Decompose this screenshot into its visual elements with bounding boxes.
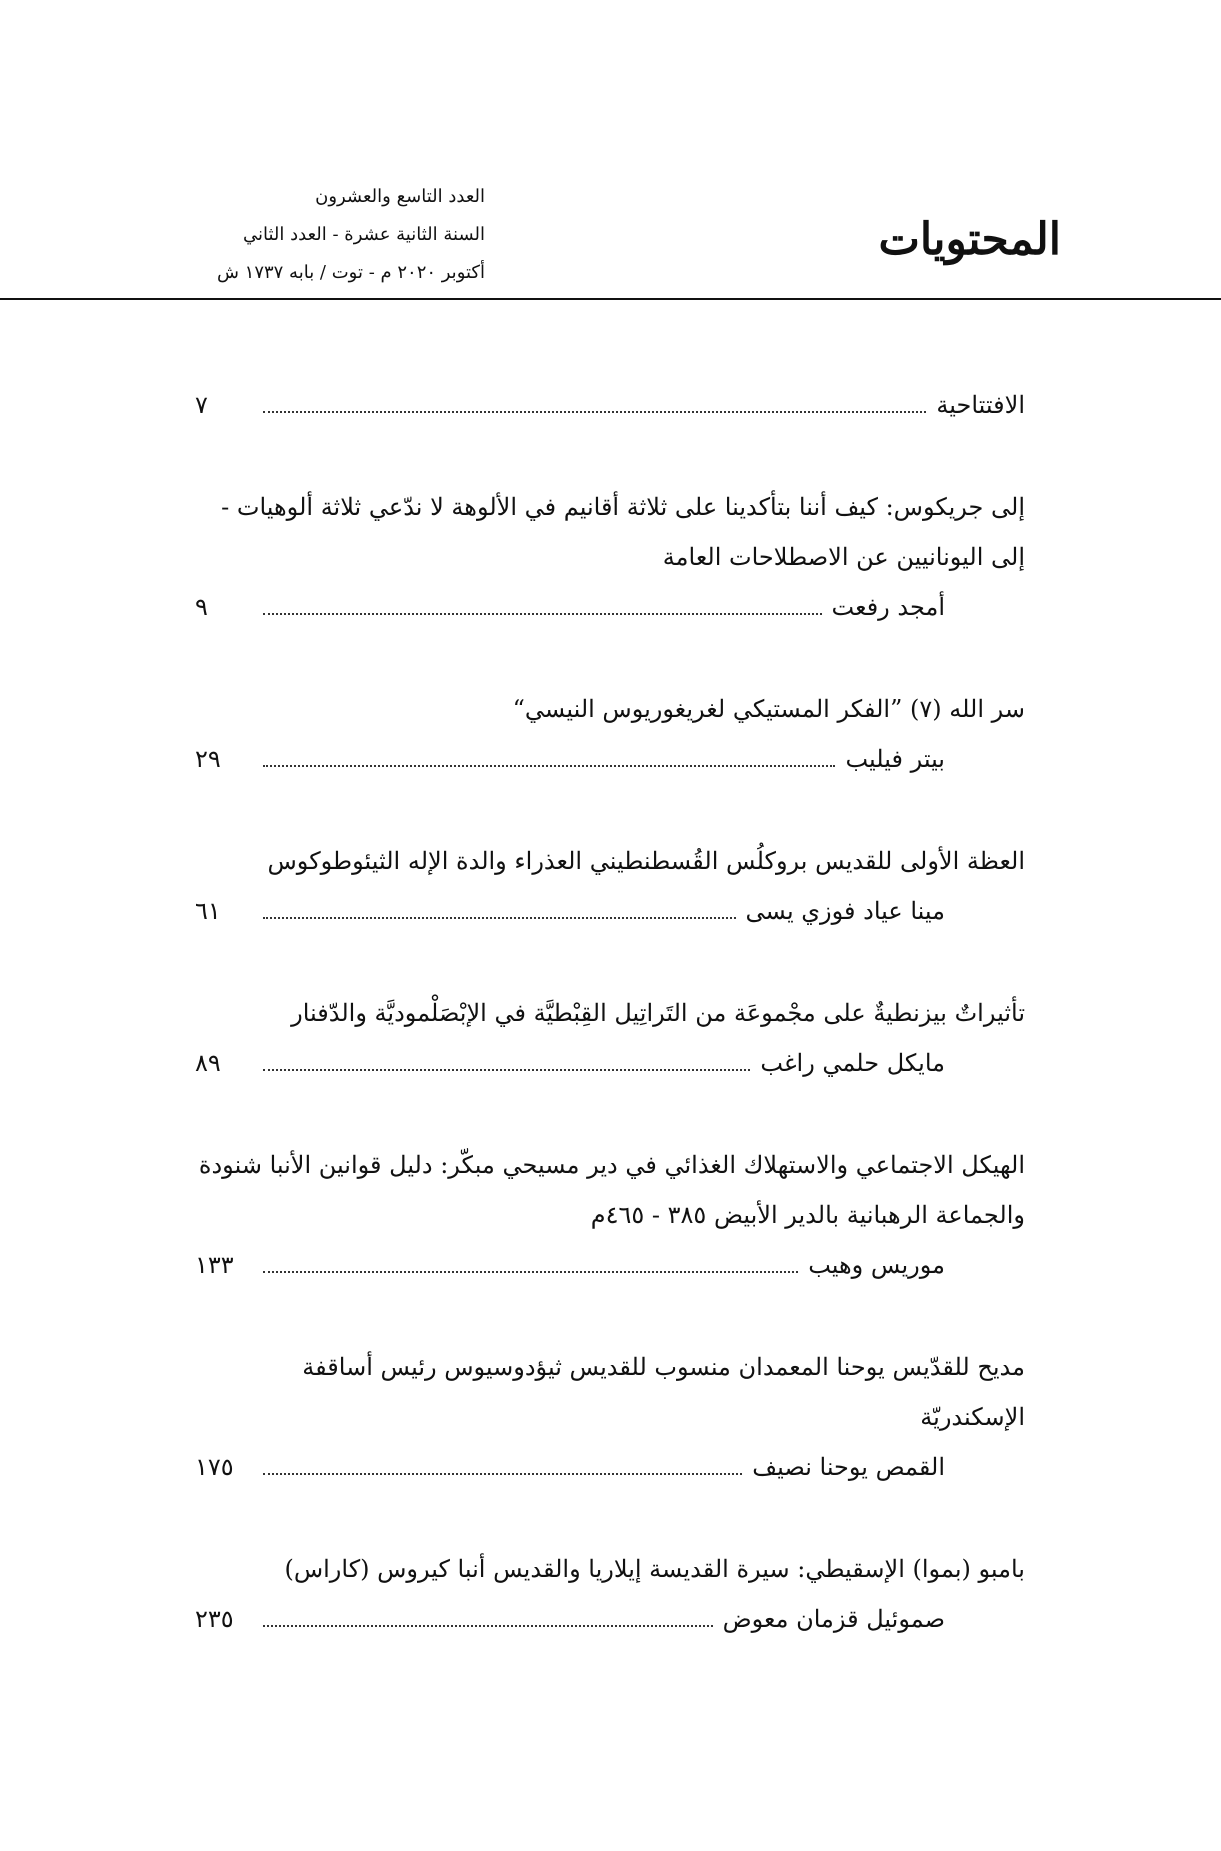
table-of-contents xyxy=(195,380,1025,1696)
article-author: بيتر فيليب xyxy=(845,745,945,773)
dot-leader xyxy=(263,765,835,767)
toc-entry xyxy=(195,836,1025,936)
dot-leader xyxy=(263,613,822,615)
page-title: المحتويات xyxy=(878,214,1061,265)
toc-entry xyxy=(195,380,1025,430)
toc-row xyxy=(195,1240,1025,1290)
article-title: سر الله (٧) ”الفكر المستيكي لغريغوريوس النيسي“ xyxy=(512,695,1025,723)
toc-row xyxy=(195,1038,1025,1088)
article-title: العظة الأولى للقديس بروكلُس القُسطنطيني العذراء والدة الإله الثيئوطوكوس xyxy=(267,847,1025,875)
dot-leader xyxy=(263,411,926,413)
page-header xyxy=(0,170,1221,300)
issue-date: أكتوبر ٢٠٢٠ م - توت / بابه ١٧٣٧ ش xyxy=(216,262,485,283)
toc-row xyxy=(195,886,1025,936)
toc-entry xyxy=(195,1140,1025,1290)
article-title: تأثيراتٌ بيزنطيةٌ على مجْموعَة من التَراتِيل القِبْطيَّة في الإبْصَلْموديَّة والدّفنار xyxy=(291,999,1025,1027)
toc-row xyxy=(195,1594,1025,1644)
article-title: بامبو (بموا) الإسقيطي: سيرة القديسة إيلاريا والقديس أنبا كيروس (كاراس) xyxy=(284,1555,1025,1583)
toc-entry xyxy=(195,1544,1025,1644)
dot-leader xyxy=(263,1473,742,1475)
toc-row xyxy=(195,380,1025,430)
page-number: ٢٩ xyxy=(195,745,221,773)
article-title: مديح للقدّيس يوحنا المعمدان منسوب للقديس ثيؤدوسيوس رئيس أساقفة الإسكندريّة xyxy=(302,1353,1025,1431)
toc-entry xyxy=(195,482,1025,632)
article-author: أمجد رفعت xyxy=(831,593,945,621)
issue-number: العدد التاسع والعشرون xyxy=(315,186,485,207)
page-number: ٩ xyxy=(195,593,208,621)
page-number: ٦١ xyxy=(195,897,221,925)
page-number: ٢٣٥ xyxy=(195,1605,234,1633)
dot-leader xyxy=(263,917,736,919)
dot-leader xyxy=(263,1069,750,1071)
article-author: موريس وهيب xyxy=(808,1251,945,1279)
article-author: صموئيل قزمان معوض xyxy=(722,1605,945,1633)
toc-entry xyxy=(195,1342,1025,1492)
dot-leader xyxy=(263,1625,713,1627)
toc-row xyxy=(195,734,1025,784)
toc-row xyxy=(195,582,1025,632)
article-author: القمص يوحنا نصيف xyxy=(752,1453,945,1481)
toc-entry xyxy=(195,684,1025,784)
article-author: مايكل حلمي راغب xyxy=(760,1049,945,1077)
toc-entry xyxy=(195,988,1025,1088)
issue-info xyxy=(185,178,485,292)
issue-volume: السنة الثانية عشرة - العدد الثاني xyxy=(242,224,485,245)
article-title: إلى جريكوس: كيف أننا بتأكدينا على ثلاثة أقانيم في الألوهة لا ندّعي ثلاثة ألوهيات - إلى اليونانيين عن الاصطلاحات العامة xyxy=(221,493,1025,571)
page-number: ١٣٣ xyxy=(195,1251,234,1279)
toc-row xyxy=(195,1442,1025,1492)
section-label: الافتتاحية xyxy=(936,391,1025,419)
page-number: ١٧٥ xyxy=(195,1453,234,1481)
header-divider xyxy=(0,298,1221,300)
page-number: ٨٩ xyxy=(195,1049,221,1077)
article-author: مينا عياد فوزي يسى xyxy=(745,897,945,925)
dot-leader xyxy=(263,1271,798,1273)
article-title: الهيكل الاجتماعي والاستهلاك الغذائي في دير مسيحي مبكّر: دليل قوانين الأنبا شنودة والجماعة الرهبانية بالدير الأبيض ٣٨٥ - ٤٦٥م xyxy=(198,1151,1025,1229)
page-number: ٧ xyxy=(195,391,208,419)
